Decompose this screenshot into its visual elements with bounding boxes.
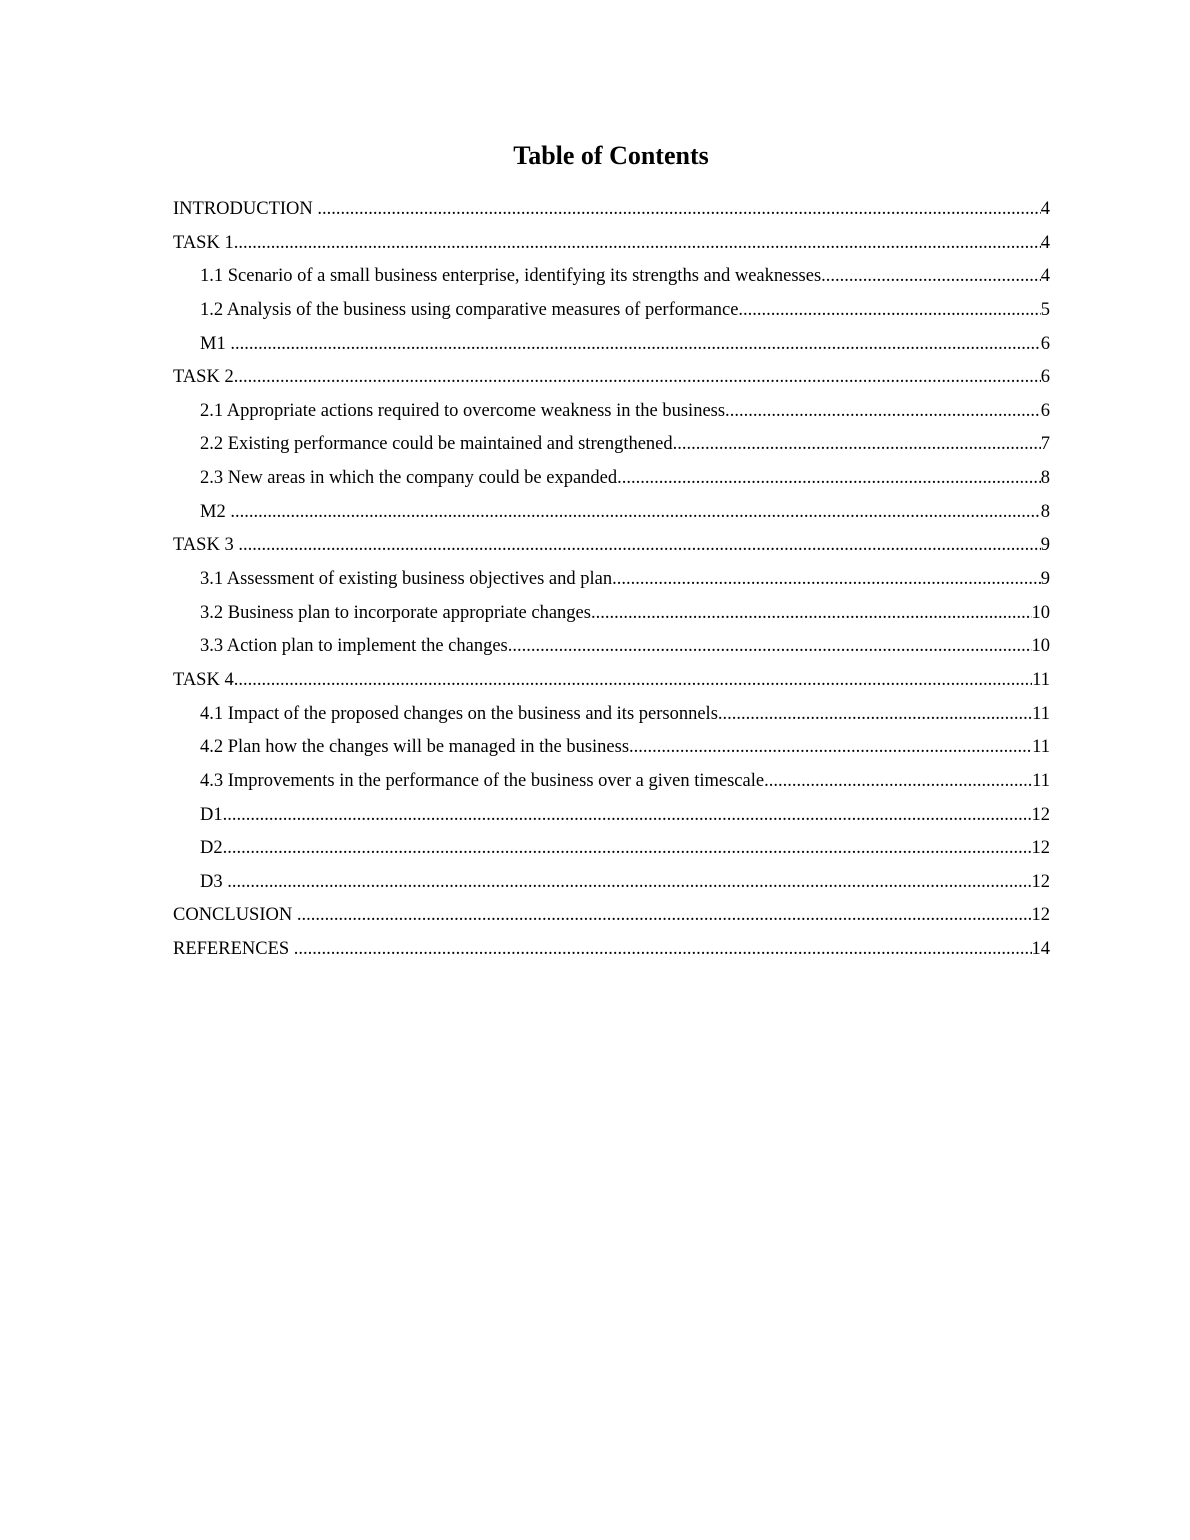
toc-dot-leader bbox=[234, 361, 1041, 395]
toc-entry-text: CONCLUSION bbox=[173, 905, 297, 926]
toc-page-number: 6 bbox=[1040, 333, 1050, 354]
toc-entry-text: 3.3 Action plan to implement the changes. bbox=[200, 636, 513, 657]
toc-page-number: 12 bbox=[1031, 804, 1050, 825]
toc-entry-text: 3.1 Assessment of existing business objectives and plan. bbox=[200, 569, 617, 590]
toc-entry-text: 1.2 Analysis of the business using comparative measures of performance. bbox=[200, 299, 744, 320]
toc-entry-text: 3.2 Business plan to incorporate appropriate changes. bbox=[200, 602, 596, 623]
toc-entry[interactable] bbox=[173, 563, 1050, 597]
toc-page-number: 9 bbox=[1040, 569, 1050, 590]
toc-entry[interactable] bbox=[173, 428, 1050, 462]
toc-entry-text: TASK 4 bbox=[173, 669, 234, 690]
toc-dot-leader bbox=[743, 294, 1041, 328]
toc-page-number: 11 bbox=[1032, 703, 1050, 724]
toc-entry-text: M2 bbox=[200, 501, 231, 522]
toc-page-number: 10 bbox=[1031, 636, 1050, 657]
toc-page-number: 4 bbox=[1040, 266, 1050, 287]
toc-dot-leader bbox=[230, 328, 1040, 362]
toc-entry-text: D1 bbox=[200, 804, 223, 825]
toc-dot-leader bbox=[769, 765, 1032, 799]
toc-dot-leader bbox=[677, 428, 1040, 462]
toc-entry-text: 2.3 New areas in which the company could be expanded. bbox=[200, 468, 622, 489]
toc-entry[interactable] bbox=[173, 832, 1050, 866]
toc-page-number: 11 bbox=[1032, 737, 1050, 758]
toc-page-number: 10 bbox=[1031, 602, 1050, 623]
toc-dot-leader bbox=[234, 227, 1041, 261]
toc-entry[interactable] bbox=[173, 529, 1050, 563]
toc-entry[interactable] bbox=[173, 765, 1050, 799]
toc-entry[interactable] bbox=[173, 597, 1050, 631]
toc-dot-leader bbox=[294, 933, 1032, 967]
toc-page-number: 11 bbox=[1032, 669, 1050, 690]
toc-page-number: 4 bbox=[1040, 232, 1050, 253]
toc-entry[interactable] bbox=[173, 227, 1050, 261]
toc-page-number: 6 bbox=[1040, 400, 1050, 421]
toc-entry-text: 4.2 Plan how the changes will be managed in the business. bbox=[200, 737, 634, 758]
toc-dot-leader bbox=[730, 395, 1041, 429]
toc-page-number: 8 bbox=[1040, 468, 1050, 489]
toc-entry[interactable] bbox=[173, 799, 1050, 833]
toc-page-number: 12 bbox=[1031, 871, 1050, 892]
toc-page-number: 12 bbox=[1031, 838, 1050, 859]
toc-dot-leader bbox=[297, 899, 1032, 933]
toc-entry[interactable] bbox=[173, 328, 1050, 362]
toc-entry[interactable] bbox=[173, 866, 1050, 900]
toc-entry-text: 1.1 Scenario of a small business enterprise, identifying its strengths and weaknesses. bbox=[200, 266, 826, 287]
toc-entry[interactable] bbox=[173, 260, 1050, 294]
toc-entry-text: 4.1 Impact of the proposed changes on the business and its personnels. bbox=[200, 703, 723, 724]
toc-page-number: 5 bbox=[1040, 299, 1050, 320]
toc-page-number: 11 bbox=[1032, 770, 1050, 791]
toc-entry[interactable] bbox=[173, 496, 1050, 530]
toc-page-number: 12 bbox=[1031, 905, 1050, 926]
toc-dot-leader bbox=[223, 832, 1032, 866]
toc-entry[interactable] bbox=[173, 294, 1050, 328]
toc-entry-text: 2.1 Appropriate actions required to overcome weakness in the business. bbox=[200, 400, 730, 421]
toc-entry-text: D2 bbox=[200, 838, 223, 859]
toc-dot-leader bbox=[234, 664, 1032, 698]
toc-entry[interactable] bbox=[173, 395, 1050, 429]
toc-dot-leader bbox=[826, 260, 1041, 294]
toc-dot-leader bbox=[238, 529, 1040, 563]
toc-entry-text: TASK 3 bbox=[173, 535, 239, 556]
toc-page-number: 4 bbox=[1040, 199, 1050, 219]
toc-dot-leader bbox=[230, 496, 1040, 530]
toc-entry[interactable] bbox=[173, 193, 1050, 227]
toc-dot-leader bbox=[617, 563, 1041, 597]
toc-page-number: 14 bbox=[1031, 939, 1050, 960]
toc-entry-text: TASK 2 bbox=[173, 367, 234, 388]
toc-entry-text: INTRODUCTION bbox=[173, 199, 318, 219]
toc-entry-text: 4.3 Improvements in the performance of the business over a given timescale. bbox=[200, 770, 769, 791]
toc-entry-text: REFERENCES bbox=[173, 939, 294, 960]
toc-dot-leader bbox=[634, 731, 1033, 765]
toc-entry[interactable] bbox=[173, 698, 1050, 732]
toc-page-number: 7 bbox=[1040, 434, 1050, 455]
toc-entry[interactable] bbox=[173, 630, 1050, 664]
toc-page-number: 8 bbox=[1040, 501, 1050, 522]
toc-entry[interactable] bbox=[173, 361, 1050, 395]
toc-dot-leader bbox=[622, 462, 1041, 496]
toc-dot-leader bbox=[317, 193, 1040, 227]
toc-title: Table of Contents bbox=[513, 141, 709, 170]
toc-entry-text: D3 bbox=[200, 871, 228, 892]
toc-entry-text: M1 bbox=[200, 333, 231, 354]
toc-dot-leader bbox=[223, 799, 1032, 833]
toc-entry[interactable] bbox=[173, 933, 1050, 967]
toc-entry-text: TASK 1 bbox=[173, 232, 234, 253]
toc-page-number: 9 bbox=[1040, 535, 1050, 556]
toc-entry[interactable] bbox=[173, 899, 1050, 933]
toc-dot-leader bbox=[512, 630, 1031, 664]
toc-entry[interactable] bbox=[173, 462, 1050, 496]
toc-dot-leader bbox=[723, 698, 1033, 732]
toc-dot-leader bbox=[596, 597, 1032, 631]
table-of-contents bbox=[173, 193, 1050, 967]
toc-page-number: 6 bbox=[1040, 367, 1050, 388]
toc-entry[interactable] bbox=[173, 664, 1050, 698]
toc-entry[interactable] bbox=[173, 731, 1050, 765]
toc-entry-text: 2.2 Existing performance could be maintained and strengthened. bbox=[200, 434, 678, 455]
toc-dot-leader bbox=[227, 866, 1031, 900]
